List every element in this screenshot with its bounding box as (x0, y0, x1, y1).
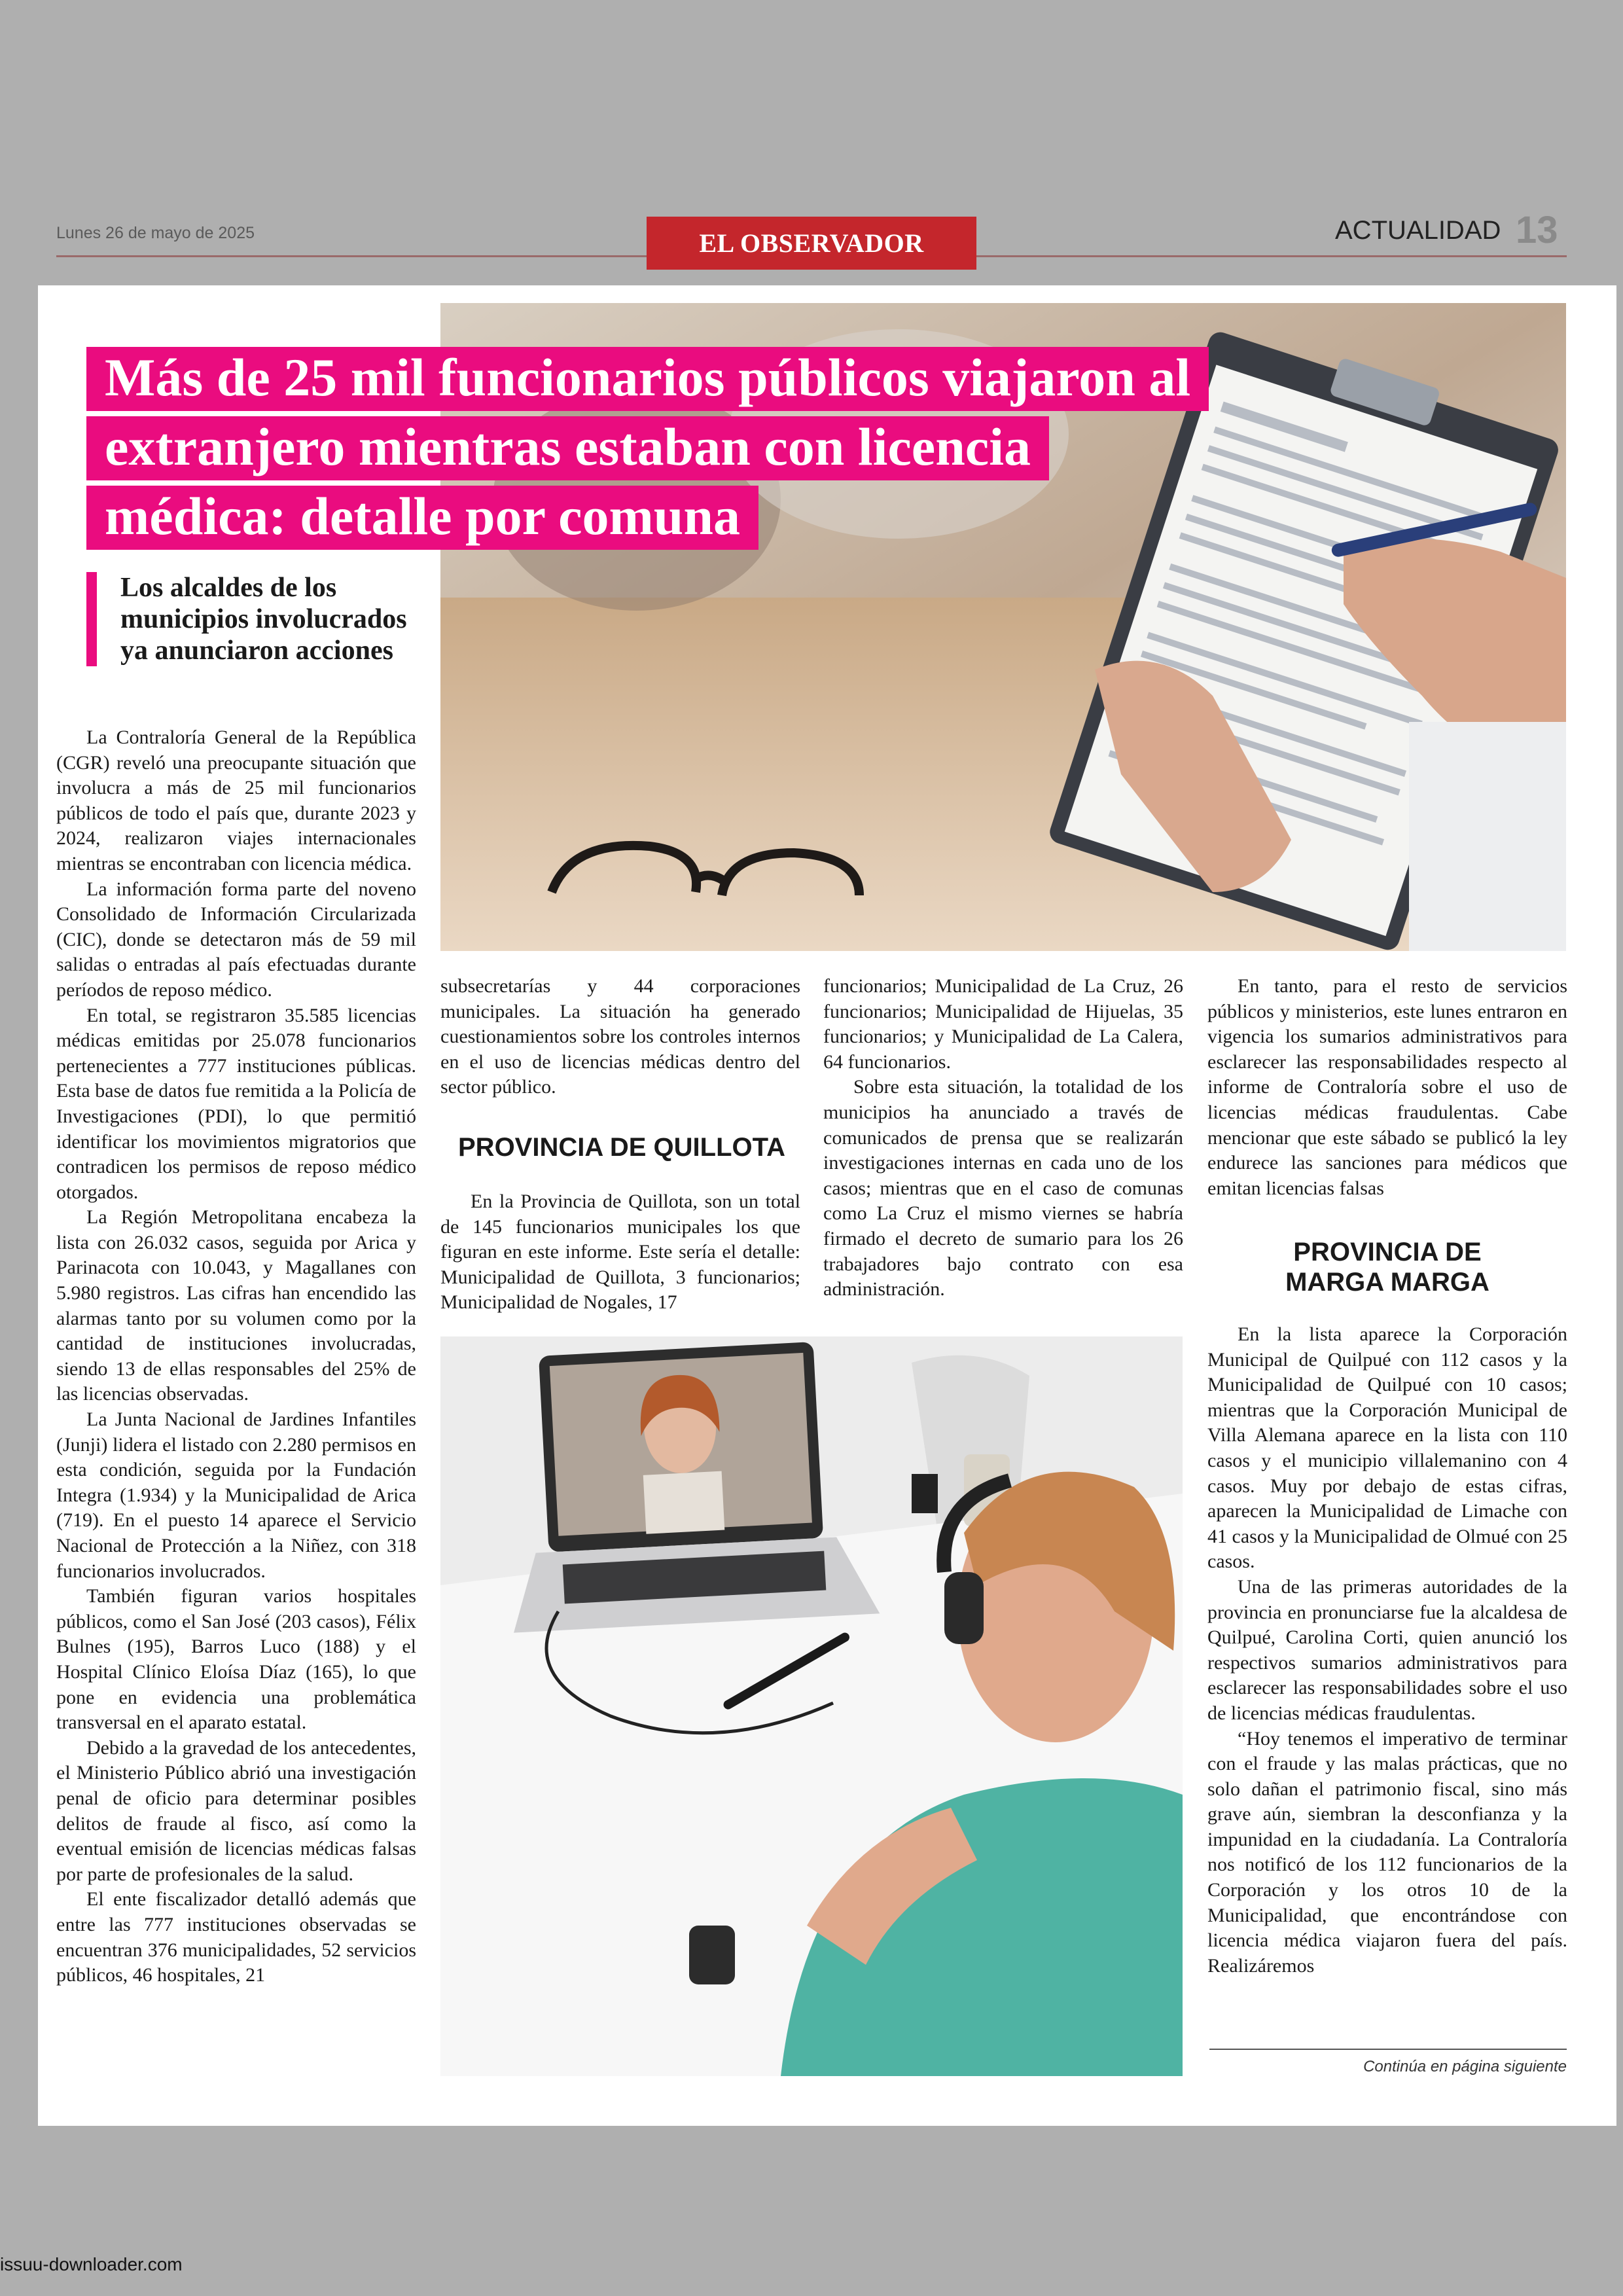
section-label: ACTUALIDAD (1335, 216, 1501, 245)
paragraph: En la Provincia de Quillota, son un total de 145 funcionarios municipales los que figuran en este informe. Este sería el detalle: Municipalidad de Quillota, 3 funcionarios; Municipalidad de Nogales, 17 (440, 1191, 800, 1314)
headline (86, 347, 1356, 555)
column-3 (823, 974, 1183, 1302)
paragraph: En la lista aparece la Corporación Municipal de Quilpué con 112 casos y la Municipalidad de Quilpué con 10 casos; mientras que la Corporación Municipal de Villa Alemana aparece en la lista con 110 casos y el municipio villalemanino con 4 casos. Muy por debajo de estas cifras, aparecen la Municipalidad de Limache con 41 casos y la Municipalidad de Olmué con 25 casos. (1207, 1323, 1567, 1573)
paragraph: Debido a la gravedad de los antecedentes, el Ministerio Público abrió una investigación penal de oficio para determinar posibles delitos de fraude al fisco, así como la eventual emisión de licencias médicas falsas por parte de profesionales de la salud. (56, 1736, 416, 1885)
headline-line-3: médica: detalle por comuna (86, 486, 758, 550)
column-2 (440, 974, 800, 1100)
paragraph: La Junta Nacional de Jardines Infantiles (Junji) lidera el listado con 2.280 permisos en esta condición, seguida por la Fundación Integra (1.934) y la Municipalidad de Arica (719). En el puesto 14 aparece el Servicio Nacional de Protección a la Niñez, con 318 funcionarios involucrados. (56, 1408, 416, 1582)
paragraph: También figuran varios hospitales públicos, como el San José (203 casos), Félix Bulnes (195), Barros Luco (188) y el Hospital Clínico Eloísa Díaz (165), lo que pone en evidencia una problemática transversal en el aparato estatal. (56, 1585, 416, 1734)
subtitle-marga-marga (1207, 1237, 1567, 1297)
paragraph: La Contraloría General de la República (CGR) reveló una preocupante situación que involucra a más de 25 mil funcionarios públicos de todo el país que, durante 2023 y 2024, realizaron viajes internacionales mientras se encontraban con licencia médica. (56, 726, 416, 874)
watermark: issuu-downloader.com (0, 2254, 183, 2274)
column-1 (56, 725, 416, 1988)
subtitle-marga-line-2: MARGA MARGA (1285, 1268, 1489, 1297)
subtitle-marga-line-1: PROVINCIA DE (1293, 1238, 1482, 1266)
paragraph: “Hoy tenemos el imperativo de terminar con el fraude y las malas prácticas, que no solo dañan el patrimonio fiscal, sino más grave aún, siembran la desconfianza y la impunidad en la ciudadanía. La Contraloría nos notificó de los 112 funcionarios de la Corporación y los otros 10 de la Municipalidad, que encontrándose con licencia médica viajaron fuera del país. Realizáremos (1207, 1727, 1567, 1977)
paragraph: La información forma parte del noveno Consolidado de Información Circularizada (CIC), donde se detectaron más de 59 mil salidas o entradas al país efectuadas durante períodos de reposo médico. (56, 878, 416, 1001)
page-number: 13 (1516, 209, 1558, 251)
subtitle-quillota: PROVINCIA DE QUILLOTA (458, 1133, 785, 1162)
column-4-continued (1207, 1322, 1567, 1979)
headline-line-1: Más de 25 mil funcionarios públicos viajaron al (86, 347, 1209, 411)
column-2-continued (440, 1189, 800, 1316)
paragraph: El ente fiscalizador detalló además que entre las 777 instituciones observadas se encuentran 376 municipalidades, 52 servicios públicos, 46 hospitales, 21 (56, 1888, 416, 1986)
paragraph: En total, se registraron 35.585 licencias médicas emitidas por 25.078 funcionarios pertenecientes a 777 instituciones públicas. Esta base de datos fue remitida a la Policía de Investigaciones (PDI), lo que permitió identificar los movimientos migratorios que contradicen los permisos de reposo médico otorgados. (56, 1004, 416, 1203)
paragraph: subsecretarías y 44 corporaciones municipales. La situación ha generado cuestionamientos sobre los controles internos en el uso de licencias médicas dentro del sector público. (440, 975, 800, 1098)
telemedicine-photo (440, 1336, 1183, 2076)
paragraph: La Región Metropolitana encabeza la lista con 26.032 casos, seguida por Arica y Parinacota con 10.043, y Magallanes con 5.980 registros. Las cifras han encendido las alarmas tanto por su volumen como por la cantidad de instituciones involucradas, siendo 13 de ellas responsables del 25% de las licencias observadas. (56, 1206, 416, 1405)
paragraph: Sobre esta situación, la totalidad de los municipios ha anunciado a través de comunicados de prensa que se realizarán investigaciones internas en cada uno de los casos; mientras que en el caso de comunas como La Cruz el mismo viernes se habría firmado el decreto de sumario para los 26 trabajadores bajo contrato con esa administración. (823, 1076, 1183, 1300)
paragraph: Una de las primeras autoridades de la provincia en pronunciarse fue la alcaldesa de Quilpué, Carolina Corti, quien anunció los respectivos sumarios administrativos para esclarecer las responsabilidades sobre el uso de licencias médicas fraudulentas. (1207, 1575, 1567, 1724)
masthead-date: Lunes 26 de mayo de 2025 (56, 224, 255, 242)
continued-rule (1209, 2049, 1567, 2050)
paragraph: En tanto, para el resto de servicios públicos y ministerios, este lunes entraron en vigencia los sumarios administrativos para esclarecer las responsabilidades respecto al informe de Contraloría sobre el uso de licencias médicas fraudulentas. Cabe mencionar que este sábado se publicó la ley endurece las sanciones para médicos que emitan licencias falsas (1207, 975, 1567, 1199)
subheadline: Los alcaldes de los municipios involucrados ya anunciaron acciones (86, 572, 427, 666)
continued-note: Continúa en página siguiente (1363, 2058, 1567, 2075)
paragraph: funcionarios; Municipalidad de La Cruz, 26 funcionarios; Municipalidad de Hijuelas, 35 funcionarios; y Municipalidad de La Calera, 64 funcionarios. (823, 975, 1183, 1073)
newspaper-logo: EL OBSERVADOR (647, 217, 976, 270)
headline-line-2: extranjero mientras estaban con licencia (86, 416, 1049, 480)
column-4 (1207, 974, 1567, 1201)
